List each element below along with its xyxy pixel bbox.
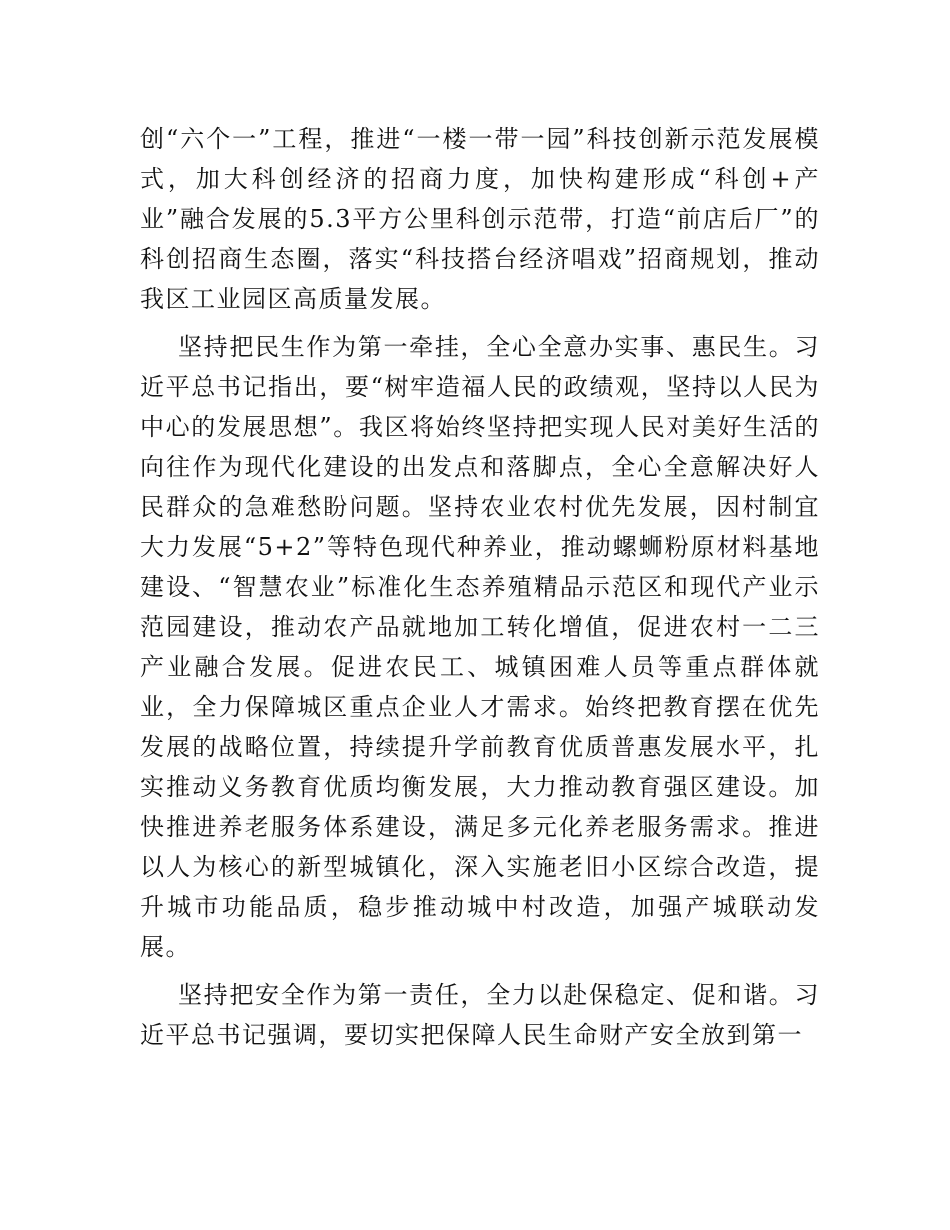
paragraph-livelihood: 坚持把民生作为第一牵挂，全心全意办实事、惠民生。习近平总书记指出，要“树牢造福人民的政绩观，坚持以人民为中心的发展思想”。我区将始终坚持把实现人民对美好生活的向往作为现代化建设的出发点和落脚点，全心全意解决好人民群众的急难愁盼问题。坚持农业农村优先发展，因村制宜大力发展“5+2”等特色现代种养业，推动螺蛳粉原材料基地建设、“智慧农业”标准化生态养殖精品示范区和现代产业示范园建设，推动农产品就地加工转化增值，促进农村一二三产业融合发展。促进农民工、城镇困难人员等重点群体就业，全力保障城区重点企业人才需求。始终把教育摆在优先发展的战略位置，持续提升学前教育优质普惠发展水平，扎实推动义务教育优质均衡发展，大力推动教育强区建设。加快推进养老服务体系建设，满足多元化养老服务需求。推进以人为核心的新型城镇化，深入实施老旧小区综合改造，提升城市功能品质，稳步推动城中村改造，加强产城联动发展。 — [140, 333, 820, 961]
document-body — [140, 119, 820, 1063]
paragraph-safety: 坚持把安全作为第一责任，全力以赴保稳定、促和谐。习近平总书记强调，要切实把保障人民生命财产安全放到第一 — [140, 981, 820, 1049]
paragraph-continued: 创“六个一”工程，推进“一楼一带一园”科技创新示范发展模式，加大科创经济的招商力度，加快构建形成“科创+产业”融合发展的5.3平方公里科创示范带，打造“前店后厂”的科创招商生态圈，落实“科技搭台经济唱戏”招商规划，推动我区工业园区高质量发展。 — [140, 125, 820, 313]
